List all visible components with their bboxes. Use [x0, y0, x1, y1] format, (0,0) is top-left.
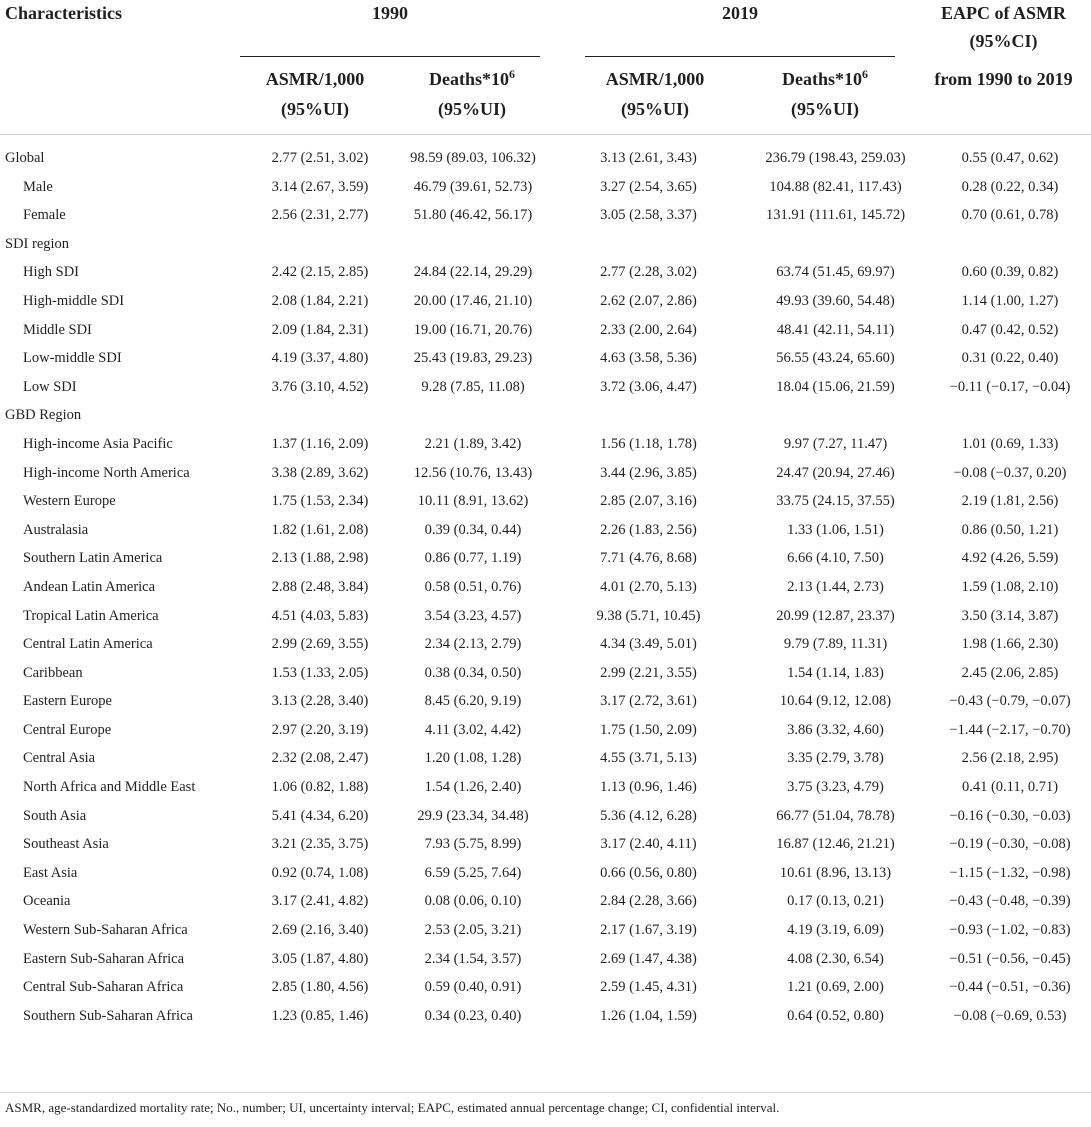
- table-row: [0, 830, 1091, 859]
- cell-deaths2019: 33.75 (24.15, 37.55): [776, 493, 895, 510]
- cell-asmr1990: 3.21 (2.35, 3.75): [271, 836, 369, 853]
- cell-deaths1990: 12.56 (10.76, 13.43): [413, 464, 533, 481]
- table-row: [0, 230, 1091, 259]
- table-row: [0, 287, 1091, 316]
- row-label: High-middle SDI: [23, 292, 125, 309]
- header-year-2019: 2019: [722, 3, 758, 23]
- table-row: [0, 373, 1091, 402]
- cell-eapc: −1.44 (−2.17, −0.70): [949, 721, 1071, 738]
- mortality-table: [0, 144, 1091, 1030]
- cell-asmr2019: 3.72 (3.06, 4.47): [600, 378, 697, 395]
- cell-eapc: −0.11 (−0.17, −0.04): [949, 378, 1071, 395]
- cell-asmr2019: 2.59 (1.45, 4.31): [600, 979, 697, 996]
- header-eapc-period: from 1990 to 2019: [934, 69, 1073, 89]
- table-row: [0, 258, 1091, 287]
- cell-deaths1990: 0.39 (0.34, 0.44): [424, 521, 522, 538]
- cell-asmr2019: 4.34 (3.49, 5.01): [600, 636, 697, 653]
- cell-asmr1990: 2.13 (1.88, 2.98): [271, 550, 369, 567]
- cell-eapc: [921, 401, 1091, 430]
- cell-deaths1990: 1.20 (1.08, 1.28): [424, 750, 522, 767]
- cell-deaths1990: [390, 230, 548, 259]
- footnote: ASMR, age-standardized mortality rate; No., number; UI, uncertainty interval; EAPC, estimated annual percentage change; CI, confidential interval.: [5, 1100, 780, 1115]
- cell-deaths1990: 20.00 (17.46, 21.10): [413, 292, 533, 309]
- row-label: North Africa and Middle East: [23, 779, 196, 796]
- cell-deaths2019: 1.21 (0.69, 2.00): [787, 979, 884, 996]
- cell-asmr2019: 2.84 (2.28, 3.66): [600, 893, 697, 910]
- asmr-label-2019: ASMR/1,000: [605, 69, 705, 89]
- cell-asmr2019: 2.33 (2.00, 2.64): [600, 321, 697, 338]
- cell-asmr1990: 2.56 (2.31, 2.77): [271, 207, 369, 224]
- cell-deaths2019: 1.54 (1.14, 1.83): [787, 664, 884, 681]
- table-row: [0, 630, 1091, 659]
- cell-deaths1990: 0.08 (0.06, 0.10): [424, 893, 522, 910]
- cell-deaths1990: 0.38 (0.34, 0.50): [424, 664, 522, 681]
- header-rule-1990: [240, 56, 540, 57]
- cell-asmr1990: 1.75 (1.53, 2.34): [271, 493, 369, 510]
- table-bottom-rule: [0, 1092, 1091, 1093]
- cell-eapc: 0.28 (0.22, 0.34): [961, 178, 1059, 195]
- header-bottom-rule: [0, 134, 1091, 135]
- cell-deaths1990: 4.11 (3.02, 4.42): [424, 721, 522, 738]
- cell-asmr2019: 5.36 (4.12, 6.28): [600, 807, 697, 824]
- table-row: [0, 659, 1091, 688]
- cell-deaths1990: 3.54 (3.23, 4.57): [424, 607, 522, 624]
- table-row: [0, 887, 1091, 916]
- cell-asmr2019: 2.99 (2.21, 3.55): [600, 664, 697, 681]
- cell-eapc: −0.93 (−1.02, −0.83): [949, 922, 1071, 939]
- row-label: East Asia: [23, 864, 78, 881]
- cell-deaths1990: 0.58 (0.51, 0.76): [424, 578, 522, 595]
- cell-deaths1990: 0.86 (0.77, 1.19): [424, 550, 522, 567]
- cell-asmr1990: 2.97 (2.20, 3.19): [271, 721, 369, 738]
- cell-asmr2019: 9.38 (5.71, 10.45): [596, 607, 701, 624]
- cell-deaths2019: 56.55 (43.24, 65.60): [776, 350, 895, 367]
- cell-asmr2019: 2.85 (2.07, 3.16): [600, 493, 697, 510]
- deaths-label-1990: $Deaths*10^6$: [429, 67, 515, 89]
- table-row: [0, 602, 1091, 631]
- cell-eapc: 0.70 (0.61, 0.78): [961, 207, 1059, 224]
- cell-asmr2019: 2.69 (1.47, 4.38): [600, 950, 697, 967]
- cell-deaths2019: 66.77 (51.04, 78.78): [776, 807, 895, 824]
- table-row: [0, 430, 1091, 459]
- row-label: Southern Sub-Saharan Africa: [23, 1007, 193, 1024]
- cell-asmr2019: 7.71 (4.76, 8.68): [600, 550, 697, 567]
- cell-eapc: 0.31 (0.22, 0.40): [961, 350, 1059, 367]
- header-characteristics: Characteristics: [5, 3, 122, 23]
- cell-asmr1990: 1.53 (1.33, 2.05): [271, 664, 369, 681]
- cell-asmr1990: 3.17 (2.41, 4.82): [271, 893, 369, 910]
- cell-deaths2019: [734, 401, 921, 430]
- cell-deaths2019: 0.64 (0.52, 0.80): [787, 1007, 884, 1024]
- row-label: Western Europe: [23, 493, 116, 510]
- cell-eapc: 1.14 (1.00, 1.27): [961, 292, 1059, 309]
- cell-deaths2019: 1.33 (1.06, 1.51): [787, 521, 884, 538]
- cell-deaths1990: 51.80 (46.42, 56.17): [413, 207, 533, 224]
- table-row: [0, 945, 1091, 974]
- cell-deaths2019: 9.97 (7.27, 11.47): [783, 435, 888, 452]
- cell-asmr2019: 1.56 (1.18, 1.78): [600, 435, 697, 452]
- cell-asmr1990: 4.51 (4.03, 5.83): [271, 607, 369, 624]
- cell-asmr2019: 4.63 (3.58, 5.36): [600, 350, 697, 367]
- cell-asmr2019: 3.17 (2.40, 4.11): [600, 836, 697, 853]
- row-label: Australasia: [23, 521, 89, 538]
- table-row: [0, 916, 1091, 945]
- cell-deaths2019: 104.88 (82.41, 117.43): [769, 178, 902, 195]
- cell-eapc: 0.41 (0.11, 0.71): [961, 779, 1059, 796]
- header-deaths-1990: [398, 64, 546, 124]
- cell-deaths2019: 236.79 (198.43, 259.03): [765, 150, 906, 166]
- row-label: Southern Latin America: [23, 550, 163, 567]
- table-row: [0, 144, 1091, 173]
- cell-asmr1990: 2.09 (1.84, 2.31): [271, 321, 369, 338]
- cell-asmr2019: 1.75 (1.50, 2.09): [600, 721, 697, 738]
- row-label: Low SDI: [23, 378, 77, 395]
- cell-asmr1990: 2.77 (2.51, 3.02): [271, 150, 369, 166]
- table-row: [0, 573, 1091, 602]
- cell-deaths2019: 10.61 (8.96, 13.13): [779, 864, 892, 881]
- cell-asmr2019: 3.05 (2.58, 3.37): [600, 207, 697, 224]
- row-label: Male: [23, 178, 53, 195]
- header-asmr-1990: [240, 64, 390, 124]
- row-label: High-income Asia Pacific: [23, 435, 173, 452]
- row-label: Andean Latin America: [23, 578, 156, 595]
- cell-eapc: 0.86 (0.50, 1.21): [961, 521, 1059, 538]
- cell-deaths1990: 29.9 (23.34, 34.48): [417, 807, 529, 824]
- cell-deaths2019: 3.86 (3.32, 4.60): [787, 721, 884, 738]
- table-row: [0, 173, 1091, 202]
- cell-eapc: 4.92 (4.26, 5.59): [961, 550, 1059, 567]
- cell-deaths1990: 46.79 (39.61, 52.73): [413, 178, 533, 195]
- table-row: [0, 773, 1091, 802]
- cell-eapc: 0.60 (0.39, 0.82): [961, 264, 1059, 281]
- cell-asmr1990: 1.06 (0.82, 1.88): [271, 779, 369, 796]
- header-rule-2019: [585, 56, 895, 57]
- table-row: [0, 316, 1091, 345]
- cell-asmr2019: 4.55 (3.71, 5.13): [600, 750, 697, 767]
- cell-eapc: −0.43 (−0.48, −0.39): [949, 893, 1071, 910]
- cell-deaths1990: 2.53 (2.05, 3.21): [424, 922, 522, 939]
- table-row: [0, 973, 1091, 1002]
- row-label: Eastern Europe: [23, 693, 112, 710]
- row-label: Tropical Latin America: [23, 607, 159, 624]
- cell-asmr1990: 1.82 (1.61, 2.08): [271, 521, 369, 538]
- cell-asmr1990: 3.14 (2.67, 3.59): [271, 178, 369, 195]
- row-label: South Asia: [23, 807, 87, 824]
- row-label: Caribbean: [23, 664, 83, 681]
- cell-deaths1990: 19.00 (16.71, 20.76): [413, 321, 533, 338]
- cell-asmr1990: 3.13 (2.28, 3.40): [271, 693, 369, 710]
- row-label: Western Sub-Saharan Africa: [23, 922, 188, 939]
- cell-deaths2019: 16.87 (12.46, 21.21): [776, 836, 895, 853]
- row-label: Central Sub-Saharan Africa: [23, 979, 184, 996]
- ui-label-2019-b: (95%UI): [791, 99, 859, 119]
- cell-asmr2019: 1.13 (0.96, 1.46): [600, 779, 697, 796]
- cell-asmr2019: 3.13 (2.61, 3.43): [600, 150, 697, 166]
- cell-deaths2019: 3.35 (2.79, 3.78): [787, 750, 884, 767]
- cell-asmr1990: 2.85 (1.80, 4.56): [271, 979, 369, 996]
- cell-deaths2019: 24.47 (20.94, 27.46): [776, 464, 895, 481]
- cell-asmr2019: 2.17 (1.67, 3.19): [600, 922, 697, 939]
- row-label: Southeast Asia: [23, 836, 109, 853]
- cell-eapc: −0.08 (−0.69, 0.53): [953, 1007, 1067, 1024]
- cell-asmr2019: 0.66 (0.56, 0.80): [600, 864, 697, 881]
- cell-asmr1990: 2.69 (2.16, 3.40): [271, 922, 369, 939]
- table-row: [0, 544, 1091, 573]
- cell-asmr2019: 3.17 (2.72, 3.61): [600, 693, 697, 710]
- cell-deaths2019: 2.13 (1.44, 2.73): [787, 578, 884, 595]
- cell-eapc: −0.19 (−0.30, −0.08): [949, 836, 1071, 853]
- cell-eapc: −0.08 (−0.37, 0.20): [953, 464, 1067, 481]
- cell-deaths2019: 18.04 (15.06, 21.59): [776, 378, 895, 395]
- cell-asmr2019: 1.26 (1.04, 1.59): [600, 1007, 697, 1024]
- cell-deaths1990: 2.34 (1.54, 3.57): [424, 950, 522, 967]
- cell-deaths1990: 7.93 (5.75, 8.99): [424, 836, 522, 853]
- row-label: Female: [23, 207, 66, 224]
- cell-deaths1990: 10.11 (8.91, 13.62): [417, 493, 529, 510]
- cell-eapc: 2.56 (2.18, 2.95): [961, 750, 1059, 767]
- cell-asmr2019: 4.01 (2.70, 5.13): [600, 578, 697, 595]
- cell-asmr1990: 1.37 (1.16, 2.09): [271, 435, 369, 452]
- header-year-1990: 1990: [372, 3, 408, 23]
- header-deaths-2019: [740, 64, 910, 124]
- row-label: Global: [5, 150, 45, 166]
- cell-asmr2019: 3.44 (2.96, 3.85): [600, 464, 697, 481]
- cell-eapc: −0.43 (−0.79, −0.07): [949, 693, 1071, 710]
- cell-asmr1990: [230, 230, 390, 259]
- cell-eapc: −0.16 (−0.30, −0.03): [949, 807, 1071, 824]
- cell-deaths2019: 20.99 (12.87, 23.37): [776, 607, 895, 624]
- cell-asmr1990: 5.41 (4.34, 6.20): [271, 807, 369, 824]
- table-row: [0, 201, 1091, 230]
- cell-deaths1990: 6.59 (5.25, 7.64): [424, 864, 522, 881]
- row-label: GBD Region: [5, 407, 82, 424]
- cell-asmr1990: 1.23 (0.85, 1.46): [271, 1007, 369, 1024]
- cell-deaths2019: 6.66 (4.10, 7.50): [787, 550, 884, 567]
- cell-deaths2019: 131.91 (111.61, 145.72): [765, 207, 906, 224]
- cell-eapc: 3.50 (3.14, 3.87): [961, 607, 1059, 624]
- cell-deaths1990: 98.59 (89.03, 106.32): [410, 150, 536, 166]
- cell-deaths2019: 10.64 (9.12, 12.08): [779, 693, 892, 710]
- cell-asmr2019: 2.62 (2.07, 2.86): [600, 292, 697, 309]
- cell-deaths2019: 4.19 (3.19, 6.09): [787, 922, 884, 939]
- cell-asmr2019: [548, 230, 734, 259]
- cell-eapc: 1.01 (0.69, 1.33): [961, 435, 1059, 452]
- cell-asmr1990: 2.32 (2.08, 2.47): [271, 750, 369, 767]
- cell-deaths1990: 0.59 (0.40, 0.91): [424, 979, 522, 996]
- cell-deaths2019: 0.17 (0.13, 0.21): [787, 893, 884, 910]
- row-label: Oceania: [23, 893, 71, 910]
- cell-deaths2019: 63.74 (51.45, 69.97): [776, 264, 895, 281]
- table-row: [0, 744, 1091, 773]
- ui-label-2019-a: (95%UI): [621, 99, 689, 119]
- table-row: [0, 1002, 1091, 1031]
- cell-asmr2019: [548, 401, 734, 430]
- cell-asmr1990: 3.38 (2.89, 3.62): [271, 464, 369, 481]
- cell-eapc: 1.59 (1.08, 2.10): [961, 578, 1059, 595]
- cell-deaths1990: 0.34 (0.23, 0.40): [424, 1007, 522, 1024]
- row-label: Central Latin America: [23, 636, 153, 653]
- cell-asmr1990: 2.08 (1.84, 2.21): [271, 292, 369, 309]
- cell-asmr1990: 0.92 (0.74, 1.08): [271, 864, 369, 881]
- table-row: [0, 802, 1091, 831]
- table-row: [0, 487, 1091, 516]
- table-row: [0, 859, 1091, 888]
- cell-eapc: −1.15 (−1.32, −0.98): [949, 864, 1071, 881]
- row-label: Middle SDI: [23, 321, 92, 338]
- cell-eapc: −0.51 (−0.56, −0.45): [949, 950, 1071, 967]
- cell-deaths1990: 24.84 (22.14, 29.29): [413, 264, 533, 281]
- cell-asmr1990: 2.88 (2.48, 3.84): [271, 578, 369, 595]
- table-row: [0, 459, 1091, 488]
- cell-asmr1990: 4.19 (3.37, 4.80): [271, 350, 369, 367]
- header-asmr-2019: [585, 64, 725, 124]
- cell-asmr1990: 2.99 (2.69, 3.55): [271, 636, 369, 653]
- row-label: Eastern Sub-Saharan Africa: [23, 950, 185, 967]
- row-label: High-income North America: [23, 464, 190, 481]
- row-label: SDI region: [5, 235, 70, 252]
- ui-label-1990-a: (95%UI): [281, 99, 349, 119]
- cell-asmr2019: 2.26 (1.83, 2.56): [600, 521, 697, 538]
- cell-deaths2019: [734, 230, 921, 259]
- cell-deaths2019: 9.79 (7.89, 11.31): [783, 636, 888, 653]
- cell-deaths1990: 2.21 (1.89, 3.42): [424, 435, 522, 452]
- table-row: [0, 516, 1091, 545]
- cell-asmr1990: 2.42 (2.15, 2.85): [271, 264, 369, 281]
- cell-deaths1990: 1.54 (1.26, 2.40): [424, 779, 522, 796]
- cell-eapc: −0.44 (−0.51, −0.36): [949, 979, 1071, 996]
- table-body: [0, 144, 1091, 1030]
- row-label: Low-middle SDI: [23, 350, 122, 367]
- cell-eapc: 2.45 (2.06, 2.85): [961, 664, 1059, 681]
- asmr-label-1990: ASMR/1,000: [265, 69, 365, 89]
- cell-deaths2019: 4.08 (2.30, 6.54): [787, 950, 884, 967]
- cell-asmr2019: 3.27 (2.54, 3.65): [600, 178, 697, 195]
- cell-eapc: 0.55 (0.47, 0.62): [961, 150, 1059, 166]
- cell-deaths1990: 9.28 (7.85, 11.08): [421, 378, 525, 395]
- table-row: [0, 401, 1091, 430]
- table-row: [0, 344, 1091, 373]
- cell-deaths1990: 2.34 (2.13, 2.79): [424, 636, 522, 653]
- cell-deaths2019: 49.93 (39.60, 54.48): [776, 292, 895, 309]
- cell-eapc: 0.47 (0.42, 0.52): [961, 321, 1059, 338]
- deaths-label-2019: $Deaths*10^6$: [782, 67, 868, 89]
- cell-asmr1990: 3.76 (3.10, 4.52): [271, 378, 369, 395]
- row-label: Central Asia: [23, 750, 96, 767]
- cell-deaths1990: [390, 401, 548, 430]
- table-row: [0, 716, 1091, 745]
- table-row: [0, 687, 1091, 716]
- row-label: Central Europe: [23, 721, 112, 738]
- cell-asmr1990: [230, 401, 390, 430]
- cell-eapc: 1.98 (1.66, 2.30): [961, 636, 1059, 653]
- cell-deaths2019: 48.41 (42.11, 54.11): [776, 321, 895, 338]
- ui-label-1990-b: (95%UI): [438, 99, 506, 119]
- cell-eapc: [921, 230, 1091, 259]
- cell-deaths1990: 25.43 (19.83, 29.23): [413, 350, 533, 367]
- cell-deaths2019: 3.75 (3.23, 4.79): [787, 779, 884, 796]
- header-eapc-title: EAPC of ASMR: [941, 3, 1066, 23]
- cell-asmr1990: 3.05 (1.87, 4.80): [271, 950, 369, 967]
- cell-eapc: 2.19 (1.81, 2.56): [961, 493, 1059, 510]
- header-eapc-ci: (95%CI): [969, 31, 1038, 51]
- cell-deaths1990: 8.45 (6.20, 9.19): [424, 693, 522, 710]
- cell-asmr2019: 2.77 (2.28, 3.02): [600, 264, 697, 281]
- row-label: High SDI: [23, 264, 79, 281]
